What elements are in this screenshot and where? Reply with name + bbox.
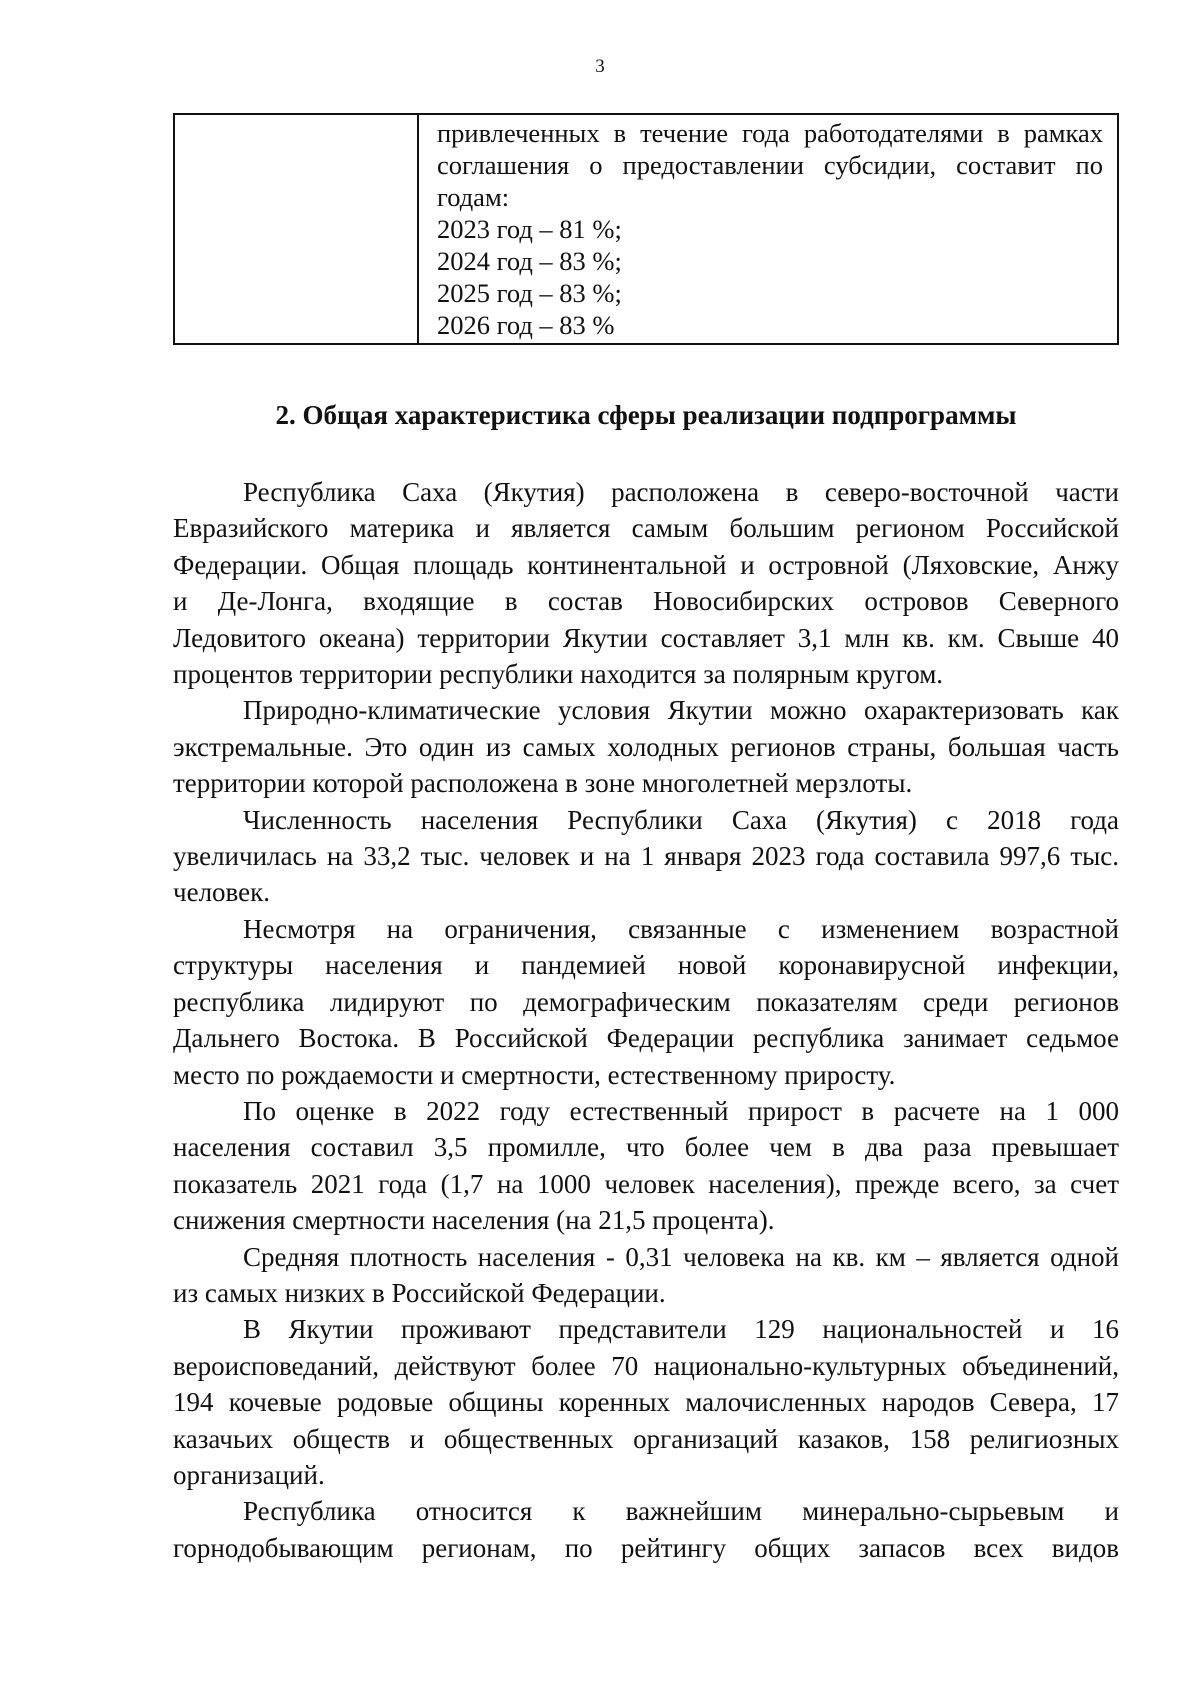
paragraph-4-line: Дальнего Востока. В Российской Федерации республика занимает седьмое <box>173 1023 1119 1054</box>
paragraph-1-line: и Де-Лонга, входящие в состав Новосибирских островов Северного <box>173 586 1119 617</box>
table-year-2023: 2023 год – 81 %; <box>437 214 622 244</box>
indicator-table <box>173 113 1119 345</box>
paragraph-1-line: Евразийского материка и является самым большим регионом Российской <box>173 513 1119 544</box>
table-text-line: соглашения о предоставлении субсидии, составит по <box>437 150 1103 180</box>
paragraph-1-line: процентов территории республики находится за полярным кругом. <box>173 659 944 690</box>
paragraph-4-line: республика лидируют по демографическим показателям среди регионов <box>173 986 1119 1017</box>
paragraph-3-line: человек. <box>173 877 270 908</box>
paragraph-5-line: населения составил 3,5 промилле, что более чем в два раза превышает <box>173 1132 1119 1163</box>
paragraph-6-line: Средняя плотность населения - 0,31 человека на кв. км – является одной <box>243 1241 1119 1272</box>
paragraph-4-line: Несмотря на ограничения, связанные с изменением возрастной <box>243 913 1119 944</box>
paragraph-7-line: организаций. <box>173 1459 325 1490</box>
table-text-line: привлеченных в течение года работодателями в рамках <box>437 118 1103 148</box>
table-year-2025: 2025 год – 83 %; <box>437 278 622 308</box>
paragraph-2-line: Природно-климатические условия Якутии можно охарактеризовать как <box>243 695 1119 726</box>
paragraph-2-line: территории которой расположена в зоне многолетней мерзлоты. <box>173 768 913 799</box>
table-cell-value <box>418 114 1118 344</box>
table-cell-label <box>174 114 418 344</box>
paragraph-8-line: Республика относится к важнейшим минерально-сырьевым и <box>243 1496 1119 1527</box>
section-title: 2. Общая характеристика сферы реализации подпрограммы <box>275 400 1017 430</box>
paragraph-1-line: Ледовитого океана) территории Якутии составляет 3,1 млн кв. км. Свыше 40 <box>173 622 1119 653</box>
paragraph-7-line: вероисповеданий, действуют более 70 национально-культурных объединений, <box>173 1350 1119 1381</box>
paragraph-8-line: горнодобывающим регионам, по рейтингу общих запасов всех видов <box>173 1532 1119 1563</box>
table-row <box>174 114 1118 344</box>
table-year-2026: 2026 год – 83 % <box>437 310 615 340</box>
paragraph-5-line: снижения смертности населения (на 21,5 процента). <box>173 1205 775 1236</box>
paragraph-3-line: увеличилась на 33,2 тыс. человек и на 1 января 2023 года составила 997,6 тыс. <box>173 841 1119 872</box>
paragraph-7-line: 194 кочевые родовые общины коренных малочисленных народов Севера, 17 <box>173 1387 1119 1418</box>
paragraph-1-line: Республика Саха (Якутия) расположена в северо-восточной части <box>243 477 1119 507</box>
table-text-line: годам: <box>437 182 510 212</box>
page-number: 3 <box>595 56 605 77</box>
paragraph-4-line: место по рождаемости и смертности, естественному приросту. <box>173 1059 896 1090</box>
paragraph-2-line: экстремальные. Это один из самых холодных регионов страны, большая часть <box>173 731 1119 762</box>
paragraph-7-line: казачьих обществ и общественных организаций казаков, 158 религиозных <box>173 1423 1119 1454</box>
paragraph-4-line: структуры населения и пандемией новой коронавирусной инфекции, <box>173 950 1119 981</box>
table-year-2024: 2024 год – 83 %; <box>437 246 622 276</box>
paragraph-5-line: показатель 2021 года (1,7 на 1000 человек населения), прежде всего, за счет <box>173 1168 1119 1199</box>
paragraph-5-line: По оценке в 2022 году естественный прирост в расчете на 1 000 <box>243 1095 1119 1126</box>
paragraph-7-line: В Якутии проживают представители 129 национальностей и 16 <box>243 1314 1119 1345</box>
paragraph-6-line: из самых низких в Российской Федерации. <box>173 1277 666 1308</box>
body-text <box>173 474 1119 1566</box>
paragraph-1-line: Федерации. Общая площадь континентальной и островной (Ляховские, Анжу <box>173 549 1119 580</box>
paragraph-3-line: Численность населения Республики Саха (Якутия) с 2018 года <box>243 804 1119 835</box>
